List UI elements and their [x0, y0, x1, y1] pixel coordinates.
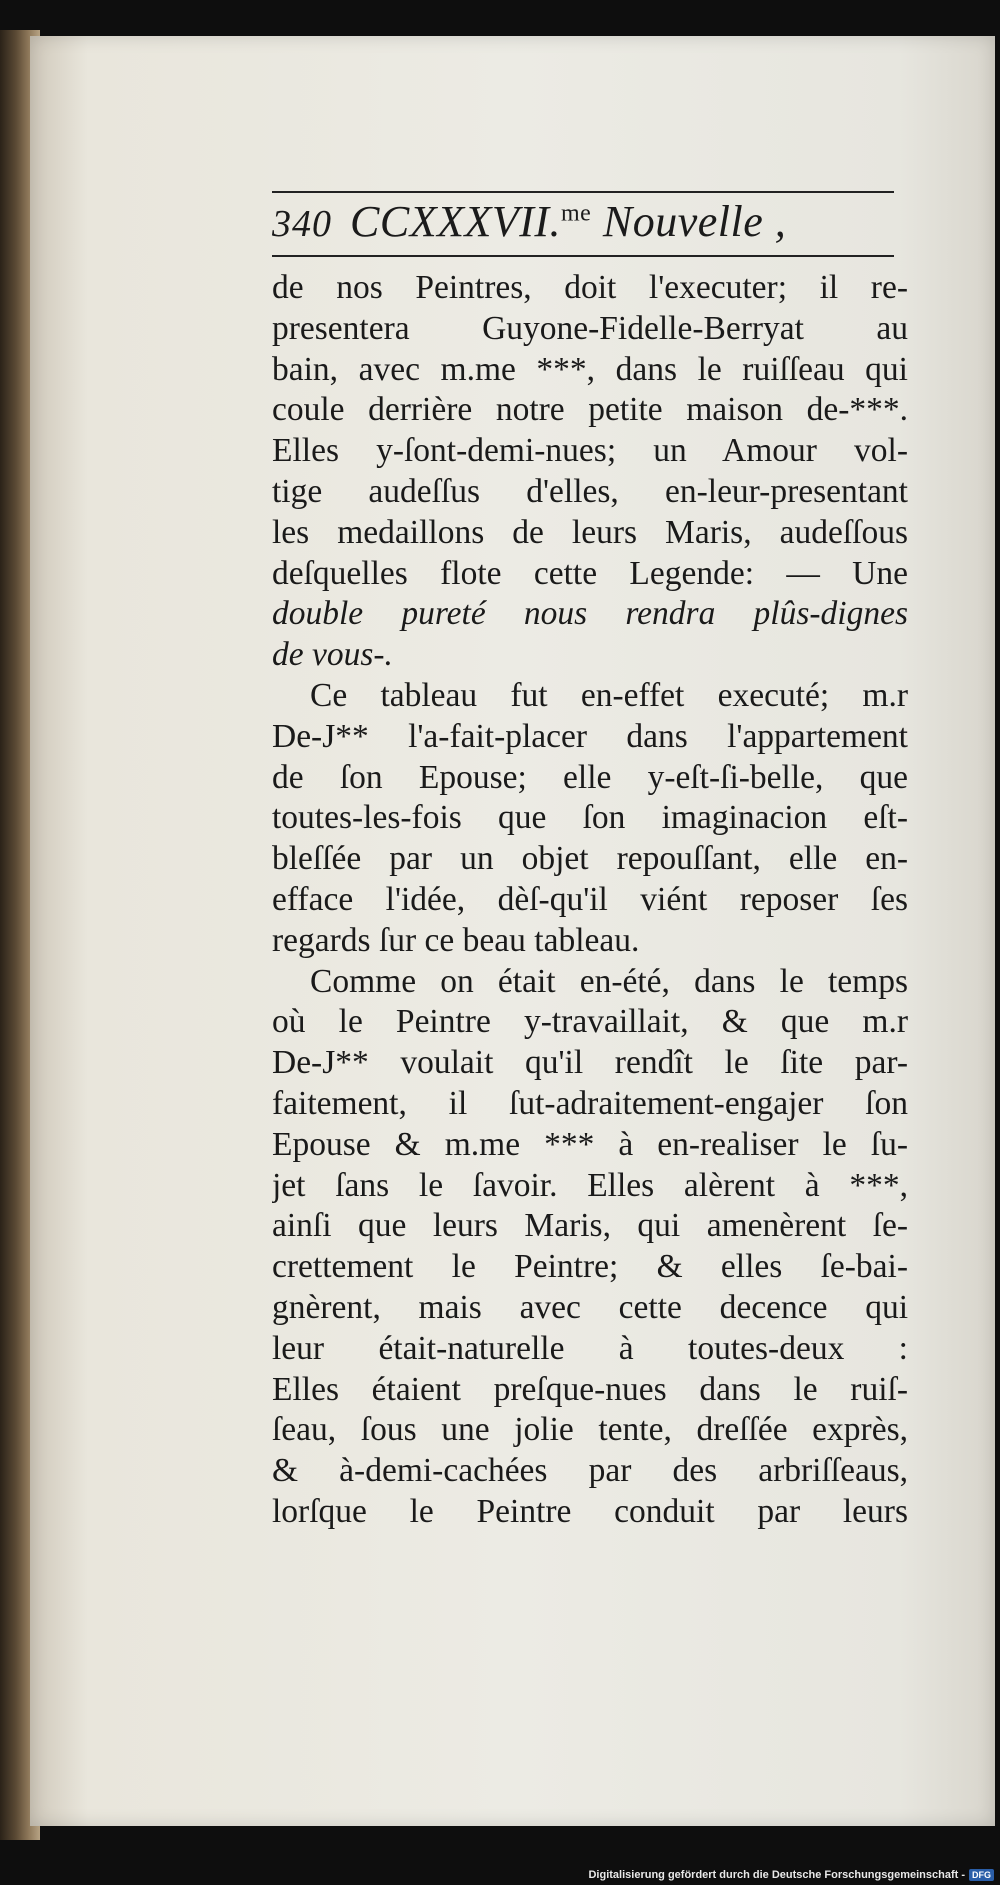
text-line: de nos Peintres, doit l'executer; il re-: [272, 269, 908, 306]
text-line: gnèrent, mais avec cette decence qui: [272, 1288, 908, 1326]
text-line: De-J** voulait qu'il rendît le ſite par-: [272, 1044, 908, 1082]
text-line: ainſi que leurs Maris, qui amenèrent ſe-: [272, 1207, 908, 1245]
running-title: [350, 196, 786, 247]
text-line: De-J** l'a-fait-placer dans l'appartement: [272, 717, 908, 755]
header-rule-top: [272, 191, 894, 193]
text-line: deſquelles flote cette Legende: — Une: [272, 554, 908, 592]
text-line: faitement, il ſut-adraitement-engajer ſon: [272, 1084, 908, 1122]
header-rule-bottom: [272, 255, 894, 257]
body-text: [272, 268, 908, 1533]
digitization-credit: [588, 1869, 994, 1881]
text-line: de ſon Epouse; elle y-eſt-ſi-belle, que: [272, 758, 908, 796]
text-line: presentera Guyone-Fidelle-Berryat au: [272, 309, 908, 347]
dfg-logo: DFG: [969, 1869, 994, 1881]
text-line: & à-demi-cachées par des arbriſſeaus,: [272, 1452, 908, 1490]
text-line: Ce tableau fut en-effet executé; m.r: [310, 676, 908, 714]
text-line: lorſque le Peintre conduit par leurs: [272, 1492, 908, 1530]
text-line: coule derrière notre petite maison de-***.: [272, 391, 908, 429]
page-header: [272, 196, 894, 252]
text-line: bleſſée par un objet repouſſant, elle en-: [272, 840, 908, 878]
text-line: leur était-naturelle à toutes-deux :: [272, 1329, 908, 1367]
text-line: les medaillons de leurs Maris, audeſſous: [272, 513, 908, 551]
text-line: crettement le Peintre; & elles ſe-bai-: [272, 1248, 908, 1286]
text-line: jet ſans le ſavoir. Elles alèrent à ***,: [272, 1166, 908, 1204]
text-line: Comme on était en-été, dans le temps: [310, 962, 908, 1000]
text-line: où le Peintre y-travaillait, & que m.r: [272, 1003, 908, 1041]
text-line: regards ſur ce beau tableau.: [272, 921, 640, 959]
running-title-rest: Nouvelle ,: [602, 197, 787, 246]
text-line: tige audeſſus d'elles, en-leur-presentant: [272, 472, 908, 510]
running-title-sup: me: [561, 200, 592, 227]
page-number: 340: [272, 203, 332, 245]
running-title-main: CCXXXVII.: [350, 197, 562, 246]
text-line: de vous-.: [272, 636, 393, 674]
text-line: toutes-les-fois que ſon imaginacion eſt-: [272, 799, 908, 837]
credit-text: Digitalisierung gefördert durch die Deutsche Forschungsgemeinschaft -: [588, 1869, 965, 1881]
text-line: Epouse & m.me *** à en-realiser le ſu-: [272, 1125, 908, 1163]
text-line: Elles y-ſont-demi-nues; un Amour vol-: [272, 432, 908, 470]
text-line: efface l'idée, dèſ-qu'il viént reposer ſes: [272, 880, 908, 918]
text-line: double pureté nous rendra plûs-dignes: [272, 595, 908, 633]
text-line: ſeau, ſous une jolie tente, dreſſée exprès,: [272, 1411, 908, 1449]
text-line: Elles étaient preſque-nues dans le ruiſ-: [272, 1370, 908, 1408]
text-line: bain, avec m.me ***, dans le ruiſſeau qui: [272, 350, 908, 388]
